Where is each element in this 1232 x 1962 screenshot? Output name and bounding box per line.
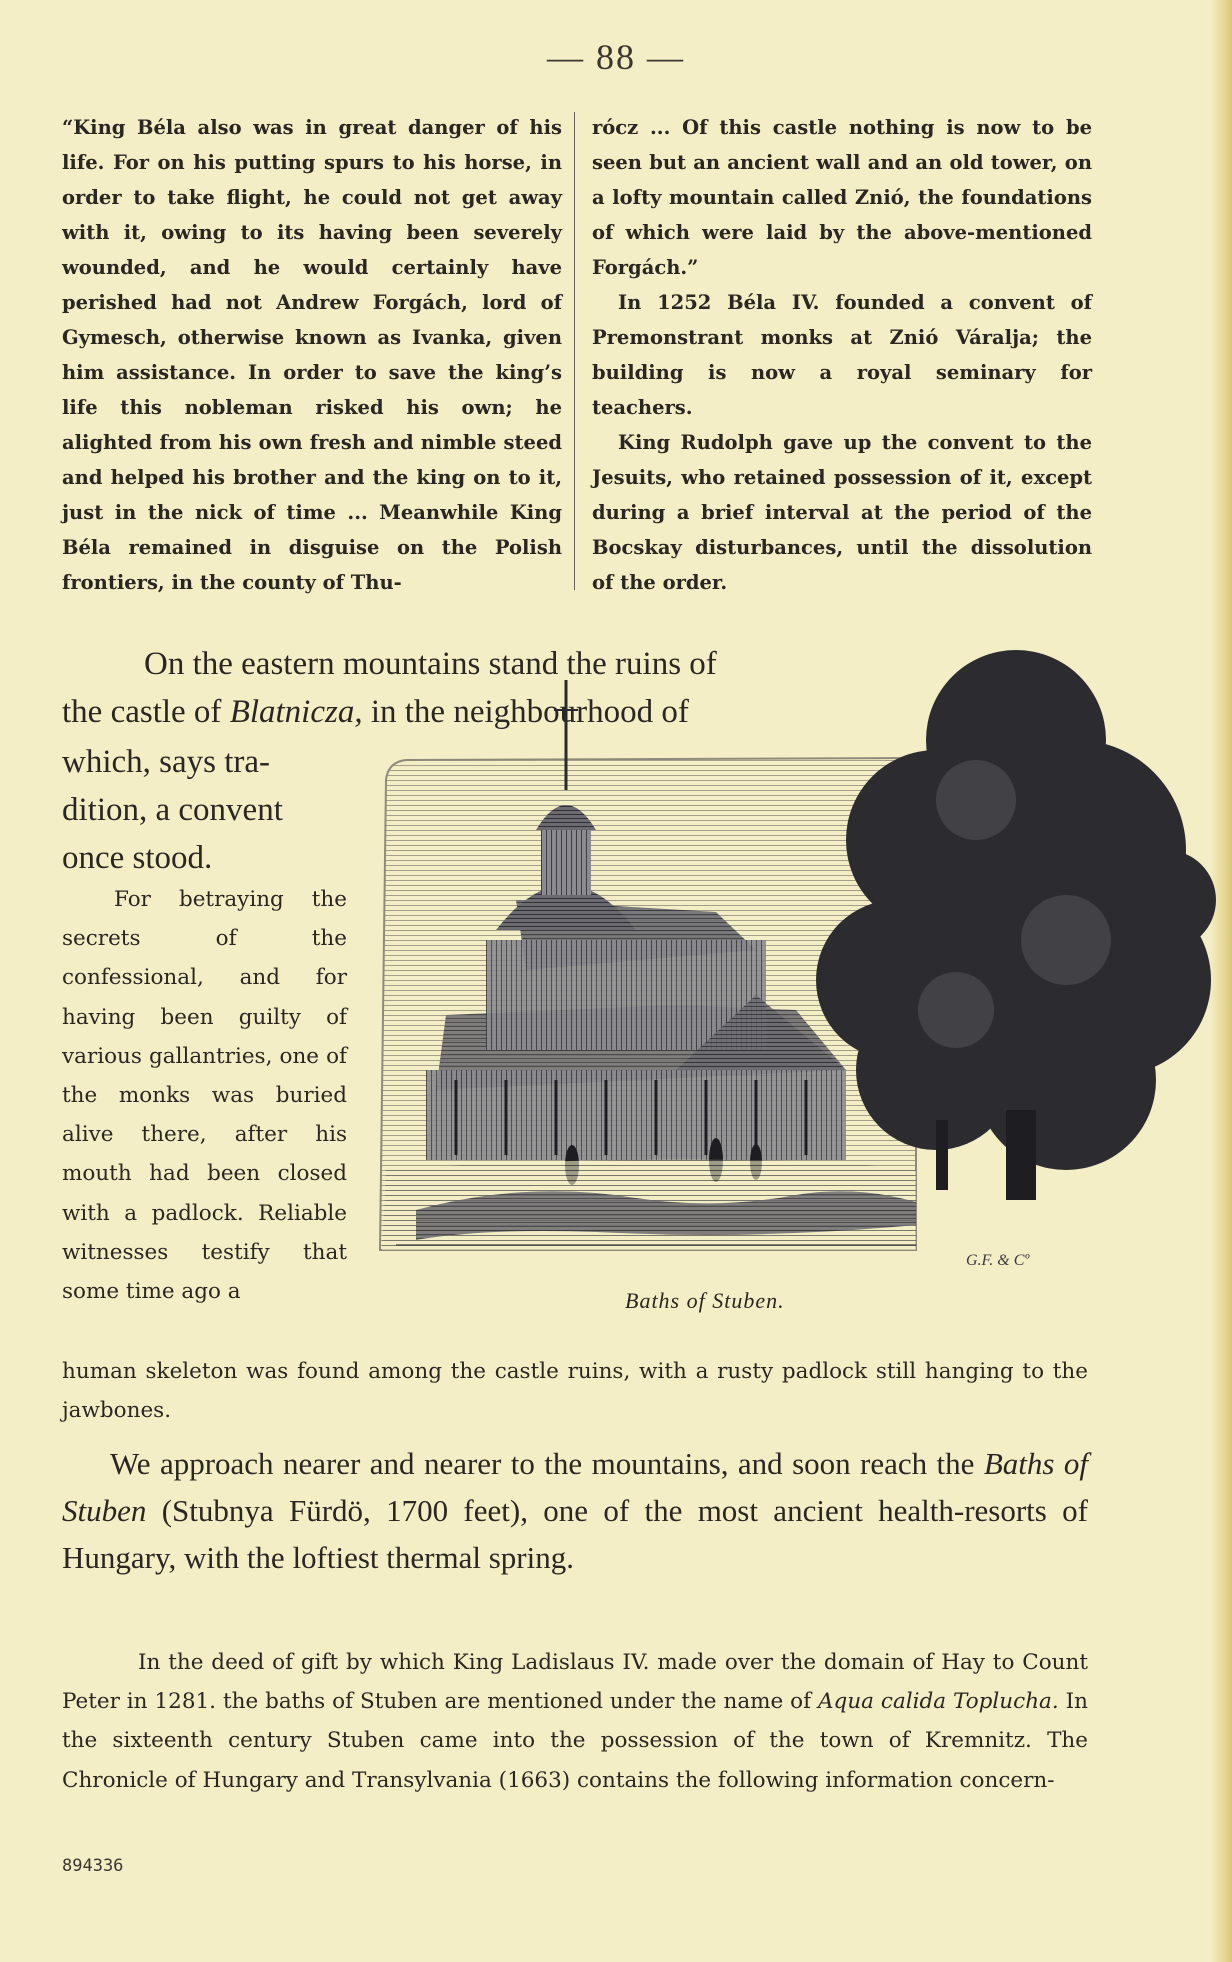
right-column <box>592 110 1092 600</box>
right-paragraph-1: rócz ... Of this castle nothing is now to be seen but an ancient wall and an old tower, on a lofty mountain called Znió, the foundations of which were laid by the above-mentioned Forgách.” <box>592 116 1092 279</box>
engraver-mark: G.F. & Cº <box>966 1252 1030 1269</box>
catalog-number: 894336 <box>62 1856 124 1876</box>
blatnicza-line-3: which, says tra- <box>62 744 271 780</box>
blatnicza-line-5: once stood. <box>62 840 213 876</box>
deed-text-end: In the sixteenth century Stuben came into the possession of the town of Kremnitz. The Chronicle of Hungary and Transylvania (1663) contains the following information concern- <box>62 1689 1088 1793</box>
baths-of-stuben-name: Baths of Stuben <box>62 1446 1088 1528</box>
deed-text-start: In the deed of gift by which King Ladislaus IV. made over the domain of Hay to Count Peter in 1281. the baths of Stuben are mentioned under the name of <box>62 1650 1088 1715</box>
baths-of-stuben-engraving <box>376 650 1212 1269</box>
column-divider <box>574 112 575 590</box>
approach-paragraph <box>62 1440 1088 1581</box>
blatnicza-line-1: On the eastern mountains stand the ruins of <box>144 646 717 682</box>
blatnicza-wrapped-lines <box>62 738 347 882</box>
left-paragraph: “King Béla also was in great danger of his life. For on his putting spurs to his horse, in order to take flight, he could not get away with it, owing to its having been severely wounded, and he would certainly have perished had not Andrew Forgách, lord of Gymesch, otherwise known as Ivanka, given him assistance. In order to save the king’s life this nobleman risked his own; he alighted from his own fresh and nimble steed and helped his brother and the king on to it, just in the nick of time ... Meanwhile King Béla remained in disguise on the Polish frontiers, in the county of Thu- <box>62 116 562 594</box>
blatnicza-name: Blatnicza, <box>229 694 363 730</box>
aqua-calida-name: Aqua calida Toplucha. <box>818 1689 1059 1715</box>
approach-text <box>62 1440 1088 1581</box>
approach-text-start: We approach nearer and nearer to the mountains, and soon reach the <box>110 1446 984 1481</box>
approach-text-end: (Stubnya Fürdö, 1700 feet), one of the most ancient health-resorts of Hungary, with the loftiest thermal spring. <box>62 1493 1088 1575</box>
deed-paragraph <box>62 1643 1088 1800</box>
page-number: — 88 — <box>547 37 685 77</box>
blatnicza-line-4: dition, a convent <box>62 792 283 828</box>
monk-story-rest: human skeleton was found among the castle ruins, with a rusty padlock still hanging to the jawbones. <box>62 1359 1088 1424</box>
deed-text <box>62 1643 1088 1800</box>
left-column <box>62 110 562 600</box>
blatnicza-line-2-end: in the neighbourhood of <box>362 694 689 730</box>
right-paragraph-3: King Rudolph gave up the convent to the Jesuits, who retained possession of it, except during a brief interval at the period of the Bocskay disturbances, until the dissolution of the order. <box>592 431 1092 594</box>
monk-story-wrapped <box>62 880 347 1311</box>
page-edge <box>1210 0 1232 1962</box>
illustration-caption: Baths of Stuben. <box>625 1288 785 1313</box>
right-paragraph-2: In 1252 Béla IV. founded a convent of Premonstrant monks at Znió Váralja; the building is now a royal seminary for teachers. <box>592 291 1092 419</box>
monk-story-text: For betraying the secrets of the confessional, and for having been guilty of various gallantries, one of the monks was buried alive there, after his mouth had been closed with a padlock. Reliable witnesses testify that some time ago a <box>62 887 347 1305</box>
blatnicza-line-2-start: the castle of <box>62 694 230 730</box>
